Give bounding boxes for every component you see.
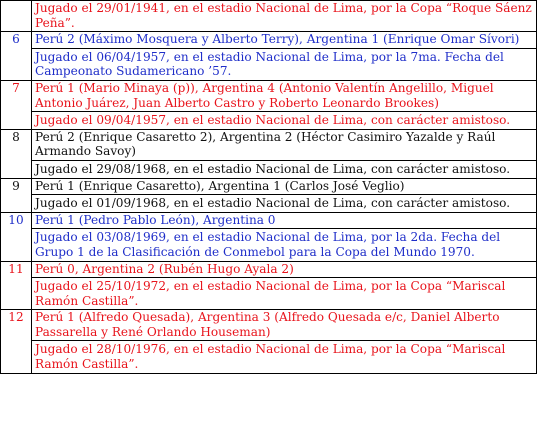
match-details: Jugado el 28/10/1976, en el estadio Nacional de Lima, por la Copa “Mariscal Ramón Castilla”. <box>32 340 536 371</box>
match-details: Jugado el 01/09/1968, en el estadio Nacional de Lima, con carácter amistoso. <box>32 194 536 211</box>
table-row <box>1 261 537 310</box>
match-result: Perú 1 (Mario Minaya (p)), Argentina 4 (Antonio Valentín Angelillo, Miguel Antonio Juárez, Juan Alberto Castro y Roberto Leonardo Brookes) <box>35 80 494 110</box>
match-details: Jugado el 25/10/1972, en el estadio Nacional de Lima, por la Copa “Mariscal Ramón Castilla”. <box>32 277 536 308</box>
match-number: 6 <box>1 32 32 81</box>
match-result: Perú 1 (Pedro Pablo León), Argentina 0 <box>35 212 276 227</box>
table-row <box>1 80 537 129</box>
table-row <box>1 310 537 373</box>
match-result: Perú 2 (Máximo Mosquera y Alberto Terry), Argentina 1 (Enrique Omar Sívori) <box>35 32 520 47</box>
match-result: Perú 1 (Enrique Casaretto), Argentina 1 (Carlos José Veglio) <box>35 178 405 193</box>
match-cell <box>32 32 537 81</box>
match-details: Jugado el 09/04/1957, en el estadio Nacional de Lima, con carácter amistoso. <box>32 111 536 128</box>
table-row <box>1 32 537 81</box>
match-details: Jugado el 03/08/1969, en el estadio Nacional de Lima, por la 2da. Fecha del Grupo 1 de la Clasificación de Conmebol para la Copa del Mundo 1970. <box>32 228 536 259</box>
match-number: 11 <box>1 261 32 310</box>
match-details: Jugado el 29/08/1968, en el estadio Nacional de Lima, con carácter amistoso. <box>32 160 536 177</box>
table-row <box>1 178 537 212</box>
match-result: Perú 1 (Alfredo Quesada), Argentina 3 (Alfredo Quesada e/c, Daniel Alberto Passarella y René Orlando Houseman) <box>35 310 500 339</box>
match-result: Perú 0, Argentina 2 (Rubén Hugo Ayala 2) <box>35 261 294 276</box>
match-result: Perú 2 (Enrique Casaretto 2), Argentina 2 (Héctor Casimiro Yazalde y Raúl Armando Savoy) <box>35 129 496 159</box>
matches-table-body <box>1 1 537 374</box>
match-cell <box>32 178 537 212</box>
match-number: 7 <box>1 80 32 129</box>
match-details: Jugado el 29/01/1941, en el estadio Nacional de Lima, por la Copa “Roque Sáenz Peña”. <box>35 1 532 30</box>
match-cell <box>32 80 537 129</box>
match-cell <box>32 310 537 373</box>
table-row <box>1 129 537 178</box>
match-cell <box>32 212 537 261</box>
match-number: 9 <box>1 178 32 212</box>
match-details: Jugado el 06/04/1957, en el estadio Nacional de Lima, por la 7ma. Fecha del Campeonato Sudamericano ’57. <box>32 48 536 79</box>
table-row <box>1 212 537 261</box>
match-cell <box>32 1 537 32</box>
match-cell <box>32 261 537 310</box>
match-cell <box>32 129 537 178</box>
match-number: 10 <box>1 212 32 261</box>
match-number: 12 <box>1 310 32 373</box>
match-number: 8 <box>1 129 32 178</box>
match-number <box>1 1 32 32</box>
table-row <box>1 1 537 32</box>
